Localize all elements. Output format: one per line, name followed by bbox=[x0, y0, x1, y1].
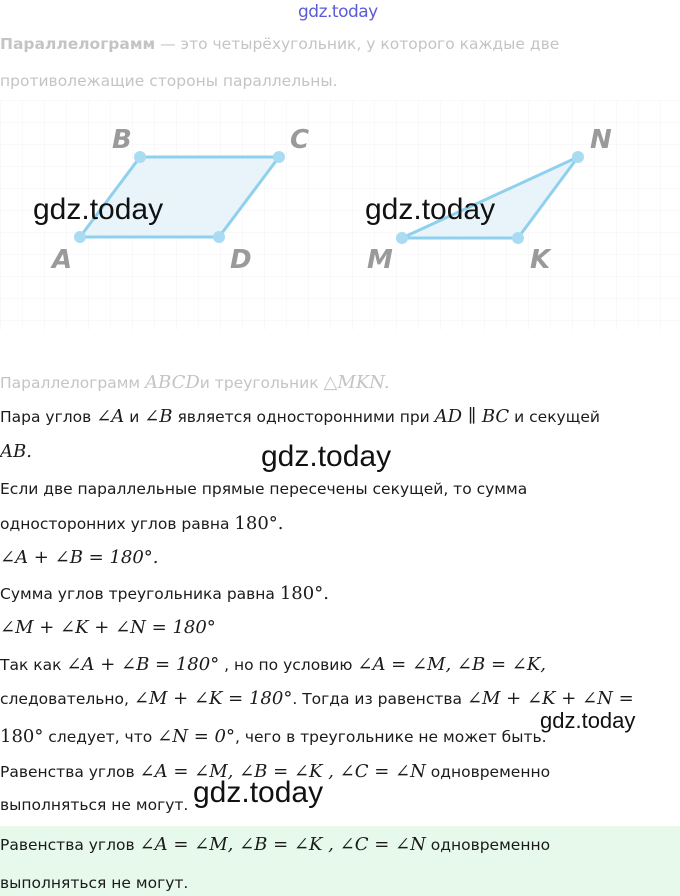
answer-box bbox=[0, 826, 680, 896]
watermark-2: gdz.today bbox=[365, 193, 496, 226]
math: ∠A + ∠B = 180° bbox=[66, 654, 220, 675]
label-k: K bbox=[530, 245, 551, 275]
point-b bbox=[134, 151, 146, 163]
watermark-4: gdz.today bbox=[540, 708, 636, 733]
text: Сумма углов треугольника равна bbox=[0, 585, 280, 603]
text: Равенства углов bbox=[0, 763, 140, 781]
text: одновременно bbox=[425, 763, 551, 781]
caption-mid: и треугольник bbox=[199, 374, 324, 392]
text: следует, что bbox=[43, 728, 158, 746]
definition-text: — это четырёхугольник, у которого каждые две bbox=[155, 35, 560, 53]
label-b: B bbox=[112, 125, 132, 155]
label-a: A bbox=[52, 245, 73, 275]
math: ∠M + ∠K + ∠N = bbox=[466, 688, 634, 709]
label-n: N bbox=[590, 125, 612, 155]
watermark-1: gdz.today bbox=[33, 193, 164, 226]
math: ∠N = 0° bbox=[157, 726, 235, 747]
answer-line-2: выполняться не могут. bbox=[0, 874, 189, 892]
point-a bbox=[74, 231, 86, 243]
watermark-5: gdz.today bbox=[193, 776, 324, 809]
definition-line-1 bbox=[0, 35, 559, 53]
point-k bbox=[512, 232, 524, 244]
text: и секущей bbox=[509, 408, 600, 426]
point-d bbox=[213, 231, 225, 243]
math: ∠A bbox=[96, 406, 125, 427]
solution-line-5: ∠A + ∠B = 180°. bbox=[0, 547, 159, 568]
text: , чего в треугольнике не может быть. bbox=[234, 728, 547, 746]
text: Так как bbox=[0, 656, 67, 674]
caption bbox=[0, 372, 390, 393]
math: 180°. bbox=[279, 583, 329, 604]
text: , но по условию bbox=[219, 656, 358, 674]
math: AD ∥ BC bbox=[434, 406, 510, 427]
answer-line-1 bbox=[0, 834, 550, 855]
top-watermark: gdz.today bbox=[298, 2, 378, 22]
math: 180°. bbox=[234, 513, 284, 534]
solution-line-2: AB. bbox=[0, 441, 32, 462]
solution-line-9 bbox=[0, 688, 634, 709]
definition-term: Параллелограмм bbox=[0, 35, 156, 53]
solution-line-8 bbox=[0, 654, 546, 675]
caption-prefix: Параллелограмм bbox=[0, 374, 146, 392]
math: ∠M + ∠K = 180° bbox=[133, 688, 293, 709]
math: 180° bbox=[0, 726, 44, 747]
solution-line-1 bbox=[0, 406, 600, 427]
definition-line-2: противолежащие стороны параллельны. bbox=[0, 72, 338, 90]
solution-line-6 bbox=[0, 583, 329, 604]
watermark-3: gdz.today bbox=[261, 440, 392, 473]
label-d: D bbox=[230, 245, 252, 275]
caption-triangle: △MKN. bbox=[323, 372, 390, 393]
solution-line-4 bbox=[0, 513, 284, 534]
math: ∠A = ∠M, ∠B = ∠K , ∠C = ∠N bbox=[139, 761, 426, 782]
text: и bbox=[124, 408, 145, 426]
text: односторонних углов равна bbox=[0, 515, 235, 533]
text: Равенства углов bbox=[0, 836, 140, 854]
solution-line-12: выполняться не могут. bbox=[0, 796, 189, 814]
caption-abcd: ABCD bbox=[145, 372, 200, 393]
text: Пара углов bbox=[0, 408, 97, 426]
text: одновременно bbox=[425, 836, 551, 854]
text: . Тогда из равенства bbox=[292, 690, 467, 708]
label-m: M bbox=[367, 245, 393, 275]
label-c: C bbox=[290, 125, 310, 155]
math: ∠A = ∠M, ∠B = ∠K , ∠C = ∠N bbox=[139, 834, 426, 855]
text: является односторонними при bbox=[172, 408, 435, 426]
math: ∠A = ∠M, ∠B = ∠K, bbox=[357, 654, 547, 675]
solution-line-7: ∠M + ∠K + ∠N = 180° bbox=[0, 617, 216, 638]
point-c bbox=[273, 151, 285, 163]
text: следовательно, bbox=[0, 690, 134, 708]
point-n bbox=[572, 151, 584, 163]
point-m bbox=[396, 232, 408, 244]
solution-line-3: Если две параллельные прямые пересечены секущей, то сумма bbox=[0, 480, 528, 498]
solution-line-10 bbox=[0, 726, 547, 747]
math: ∠B bbox=[144, 406, 173, 427]
